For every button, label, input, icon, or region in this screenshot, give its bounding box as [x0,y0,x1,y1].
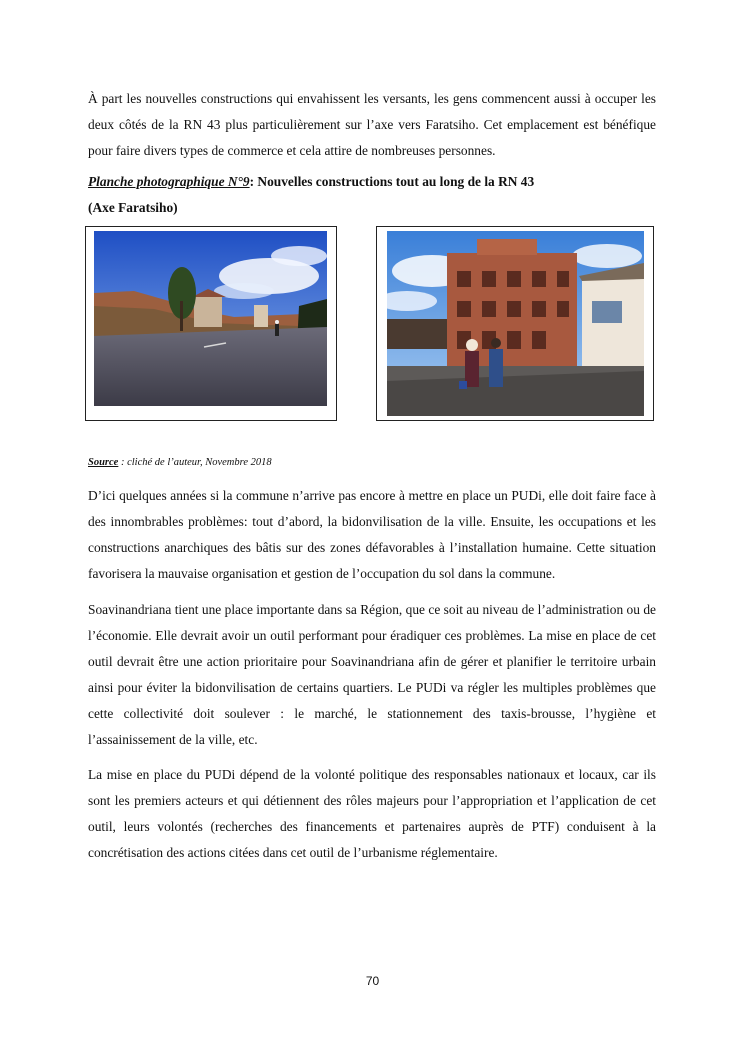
source-label: Source [88,457,119,468]
photo-building-frame [376,226,654,421]
photo-building [387,231,644,416]
page-number: 70 [365,974,380,988]
paragraph-problems: D’ici quelques années si la commune n’arrive pas encore à mettre en place un PUDi, elle doit faire face à des innombrables problèmes: tout d’abord, la bidonvilisation de la ville. Ensuite, les occupations et les constructions anarchiques des bâtis sur des zones défavorables à l’installation humaine. Cette situation favorisera la mauvaise organisation et gestion de l’occupation du sol dans la commune. [88,488,656,581]
figure-caption [88,172,656,192]
figure-label: Planche photographique N°9 [88,174,250,189]
figure-source [88,456,656,470]
figure-title: : Nouvelles constructions tout au long de la RN 43 [249,174,535,189]
paragraph-intro: À part les nouvelles constructions qui envahissent les versants, les gens commencent aussi à occuper les deux côtés de la RN 43 plus particulièrement sur l’axe vers Faratsiho. Cet emplacement est bénéfique pour faire divers types de commerce et cela attire de nombreuses personnes. [88,91,656,158]
paragraph-soavinandriana: Soavinandriana tient une place importante dans sa Région, que ce soit au niveau de l’administration ou de l’économie. Elle devrait avoir un outil performant pour éradiquer ces problèmes. La mise en place de cet outil devrait être une action prioritaire pour Soavinandriana afin de gérer et planifier le territoire urbain ainsi pour éviter la bidonvilisation de certains quartiers. Le PUDi va régler les multiples problèmes que cette collectivité doit soulever : le marché, le stationnement des taxis-brousse, l’hygiène et l’assainissement de la ville, etc. [88,602,656,747]
page-content [88,86,656,866]
photo-plate [88,226,656,440]
source-text: : cliché de l’auteur, Novembre 2018 [118,457,272,468]
photo-road [94,231,327,406]
figure-subtitle: (Axe Faratsiho) [88,200,178,215]
photo-road-frame [85,226,337,421]
paragraph-political-will: La mise en place du PUDi dépend de la volonté politique des responsables nationaux et locaux, car ils sont les premiers acteurs et qui détiennent des rôles majeurs pour l’appropriation et l’application de cet outil, leurs volontés (recherches des financements et partenaires auprès de PTF) conduisent à la concrétisation des actions citées dans cet outil de l’urbanisme réglementaire. [88,767,656,860]
